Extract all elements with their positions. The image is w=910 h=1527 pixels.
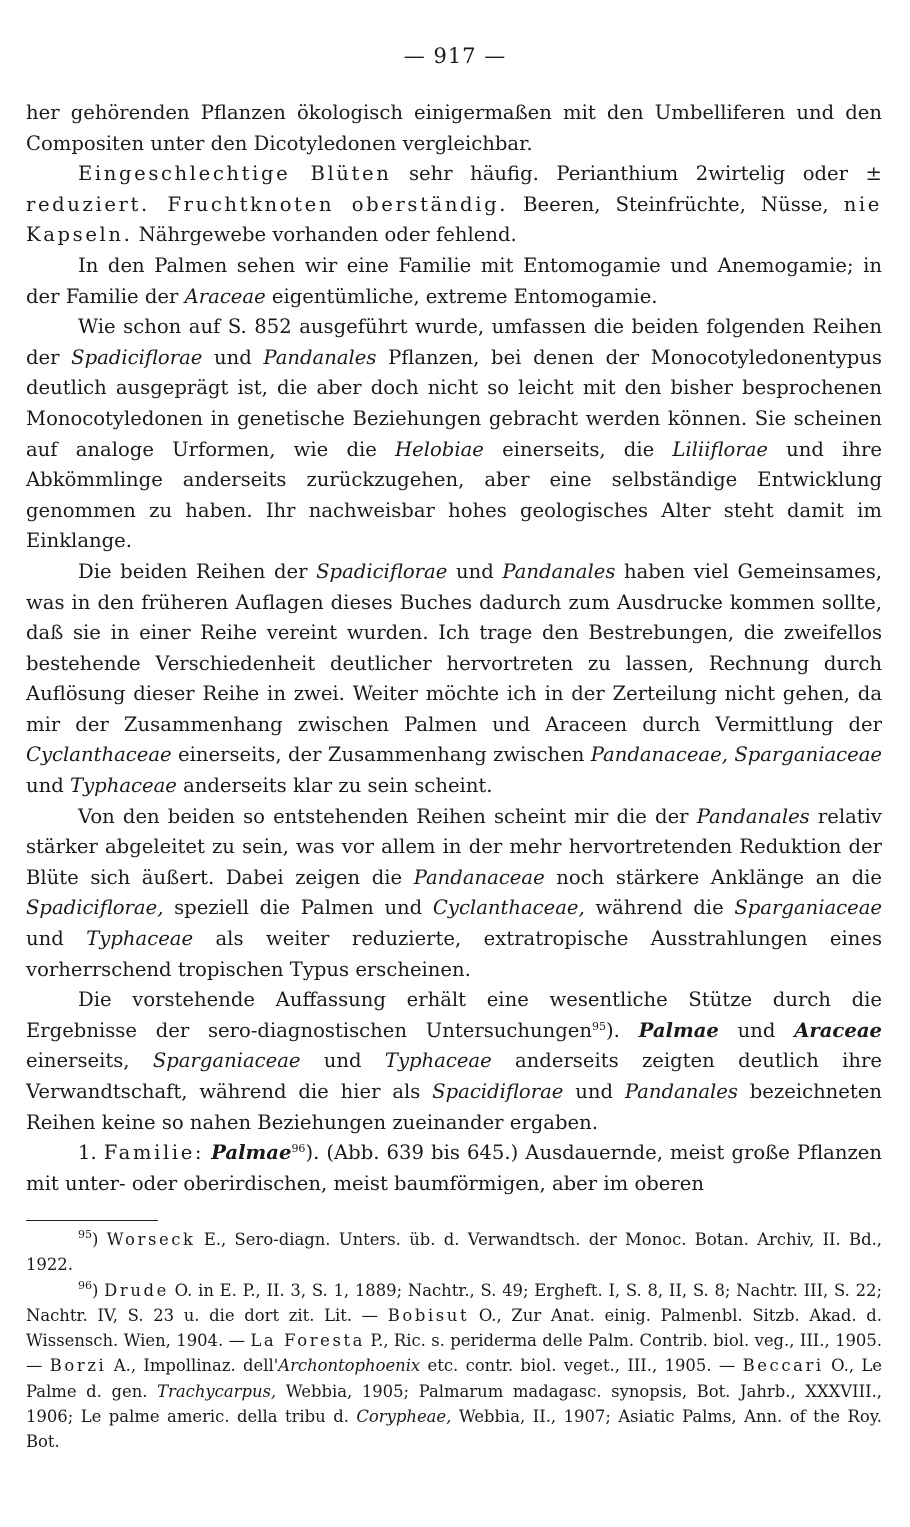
text-run: ). (Abb. 639 bis 645.) Ausdauernde, meist große Pflanzen mit unter- oder oberirdischen, meist baumförmigen, aber im oberen: [26, 1141, 882, 1195]
paragraph-family-palmae: [26, 1138, 882, 1199]
text-sp: Worseck: [106, 1230, 196, 1249]
text-run: ).: [605, 1018, 639, 1042]
text-run: Die vorstehende Auffassung erhält eine wesentliche Stütze durch die Ergebnisse der sero-diagnostischen Untersuchungen: [26, 988, 882, 1042]
text-run: Webbia, II., 1907; Asiatic Palms, Ann. of the Roy. Bot.: [26, 1407, 882, 1452]
text-sp: Bobisut: [387, 1305, 470, 1325]
text-run: etc. contr. biol. veget., III., 1905. —: [420, 1356, 743, 1376]
text-run: und: [718, 1018, 795, 1042]
text-it: Pandanaceae: [413, 865, 545, 889]
text-run: Die beiden Reihen der: [78, 559, 317, 583]
text-run: und ihre Abkömmlinge anderseits zurückzugehen, aber eine selbständige Entwicklung genommen zu haben. Ihr nachweisbar hohes geologisches Alter steht damit im Einklange.: [26, 437, 882, 553]
text-sup: 96: [78, 1278, 92, 1292]
text-it: Sparganiaceae: [152, 1049, 301, 1073]
text-it: Helobiae: [395, 437, 484, 461]
text-run: und: [563, 1080, 625, 1103]
text-run: In den Palmen sehen wir eine Familie mit Entomogamie und Anemogamie; in der Familie der: [26, 253, 882, 308]
text-run: während die: [584, 896, 735, 920]
paragraph-characteristics: [26, 159, 882, 251]
text-it: Pandanales: [624, 1080, 738, 1103]
paragraph-sero-diagnostics: [26, 985, 882, 1138]
text-sp: Eingeschlechtige Blüten: [78, 162, 392, 186]
page-number: — 917 —: [403, 44, 507, 68]
text-run: Webbia, 1905; Palmarum madagasc. synopsis, Bot. Jahrb., XXXVIII., 1906; Le palme americ. della tribu d.: [26, 1381, 882, 1427]
paragraph-pandanales: [26, 802, 882, 986]
text-it: Liliiflorae: [672, 437, 768, 461]
text-run: 1.: [78, 1141, 104, 1165]
text-run: Nährgewebe vorhanden oder fehlend.: [132, 223, 517, 247]
text-run: ): [92, 1280, 105, 1300]
text-it: Spadiciflorae: [71, 345, 203, 369]
text-sup: 95: [591, 1019, 606, 1033]
text-run: E., Sero-diagn. Unters. üb. d. Verwandtsch. der Monoc. Botan. Archiv, II. Bd., 1922.: [26, 1230, 882, 1275]
text-run: anderseits klar zu sein scheint.: [176, 774, 493, 798]
text-it: Trachycarpus,: [157, 1381, 277, 1401]
text-run: sehr häufig. Perianthium 2wirtelig oder ±: [391, 162, 882, 186]
text-run: O., Le Palme d. gen.: [26, 1356, 882, 1401]
text-run: bezeichneten Reihen keine so nahen Beziehungen zueinander ergaben.: [26, 1080, 882, 1134]
text-it: Archontophoenix: [278, 1356, 421, 1376]
text-run: noch stärkere Anklänge an die: [544, 865, 882, 889]
text-run: einerseits, der Zusammenhang zwischen: [171, 743, 591, 767]
text-it: Cyclanthaceae: [26, 743, 172, 767]
text-run: ): [92, 1230, 107, 1249]
text-run: als weiter reduzierte, extratropische Ausstrahlungen eines vorherrschend tropischen Typus erscheinen.: [26, 927, 883, 981]
text-it: Typhaceae: [86, 927, 194, 951]
text-it: Araceae: [184, 284, 266, 308]
text-run: eigentümliche, extreme Entomogamie.: [265, 284, 658, 308]
text-it: Pandanales: [696, 804, 810, 828]
text-run: und: [300, 1049, 385, 1073]
text-run: und: [447, 559, 503, 583]
text-sup: 95: [78, 1228, 92, 1241]
text-it: Typhaceae: [384, 1049, 492, 1073]
text-ib: Palmae: [211, 1141, 292, 1165]
text-sp: nie Kapseln.: [26, 192, 882, 247]
text-it: Sparganiaceae: [734, 896, 882, 920]
text-run: haben viel Gemeinsames, was in den früheren Auflagen dieses Buches dadurch zum Ausdrucke kommen sollte, daß sie in einer Reihe vereint wurden. Ich trage den Bestrebungen, die zweifellos bestehende Verschiedenheit deutlicher hervortreten zu lassen, Rechnung durch Auflösung dieser Reihe in zwei. Weiter möchte ich in der Zerteilung nicht gehen, da mir der Zusammenhang zwischen Palmen und Araceen durch Vermittlung der: [26, 559, 882, 736]
text-run: O., Zur Anat. einig. Palmenbl. Sitzb. Akad. d. Wissensch. Wien, 1904. —: [26, 1305, 883, 1351]
text-run: Von den beiden so entstehenden Reihen scheint mir die der: [78, 804, 697, 828]
text-run: P., Ric. s. periderma delle Palm. Contrib. biol. veg., III., 1905. —: [26, 1331, 882, 1376]
text-it: Corypheae,: [356, 1407, 452, 1427]
text-run: Beeren, Steinfrüchte, Nüsse,: [508, 192, 844, 216]
text-it: Spadiciflorae: [316, 559, 448, 583]
text-sp: Borzi: [49, 1356, 107, 1376]
text-it: Spacidiflorae: [432, 1080, 564, 1103]
text-it: Pandanales: [502, 559, 616, 583]
text-run: einerseits,: [26, 1049, 153, 1073]
text-it: Spadiciflorae,: [26, 896, 164, 920]
text-sp: Drude: [104, 1280, 169, 1300]
footnote-rule: [26, 1220, 158, 1221]
text-sp: Familie:: [103, 1141, 205, 1165]
text-sp: reduziert. Fruchtknoten oberständig.: [26, 192, 509, 216]
paragraph-continuation: [26, 98, 882, 159]
text-sp: Beccari: [742, 1356, 824, 1376]
text-it: Pandanales: [263, 345, 377, 369]
footnote-95: [26, 1227, 882, 1278]
text-run: Wie schon auf S. 852 ausgeführt wurde, umfassen die beiden folgenden Reihen der: [26, 315, 882, 369]
text-run: und: [26, 927, 87, 951]
footnotes: [26, 1227, 882, 1455]
text-ib: Palmae: [638, 1018, 719, 1042]
text-it: Typhaceae: [70, 774, 177, 798]
paragraph-series-common: [26, 557, 882, 802]
text-run: und: [26, 774, 71, 798]
text-run: Pflanzen, bei denen der Monocotyledonentypus deutlich ausgeprägt ist, die aber doch nicht so leicht mit den bisher besprochenen Monocotyledonen in genetische Beziehungen gebracht werden können. Sie scheinen auf analoge Urformen, wie die: [26, 345, 882, 461]
text-it: Pandanaceae, Sparganiaceae: [590, 743, 882, 767]
text-run: speziell die Palmen und: [163, 896, 433, 920]
text-run: anderseits zeigten deutlich ihre Verwandtschaft, während die hier als: [26, 1049, 882, 1103]
text-ib: Araceae: [794, 1018, 882, 1042]
text-run: einerseits, die: [483, 437, 673, 461]
footnote-96: [26, 1278, 882, 1455]
text-run: her gehörenden Pflanzen ökologisch einigermaßen mit den Umbelliferen und den Compositen unter den Dicotyledonen vergleichbar.: [26, 101, 882, 155]
text-run: A., Impollinaz. dell': [106, 1356, 279, 1376]
text-sp: La Foresta: [250, 1331, 366, 1351]
paragraph-series-overview: [26, 312, 882, 557]
text-sup: 96: [291, 1142, 306, 1156]
main-text: [26, 98, 882, 1199]
text-run: O. in E. P., II. 3, S. 1, 1889; Nachtr., S. 49; Ergheft. I, S. 8, II, S. 8; Nachtr. III, S. 22; Nachtr. IV, S. 23 u. die dort zit. Lit. —: [26, 1280, 882, 1325]
paragraph-pollination: [26, 251, 882, 312]
text-run: relativ stärker abgeleitet zu sein, was vor allem in der mehr hervortretenden Reduktion der Blüte sich äußert. Dabei zeigen die: [26, 804, 882, 889]
text-run: und: [202, 345, 264, 369]
text-it: Cyclanthaceae,: [432, 896, 585, 920]
